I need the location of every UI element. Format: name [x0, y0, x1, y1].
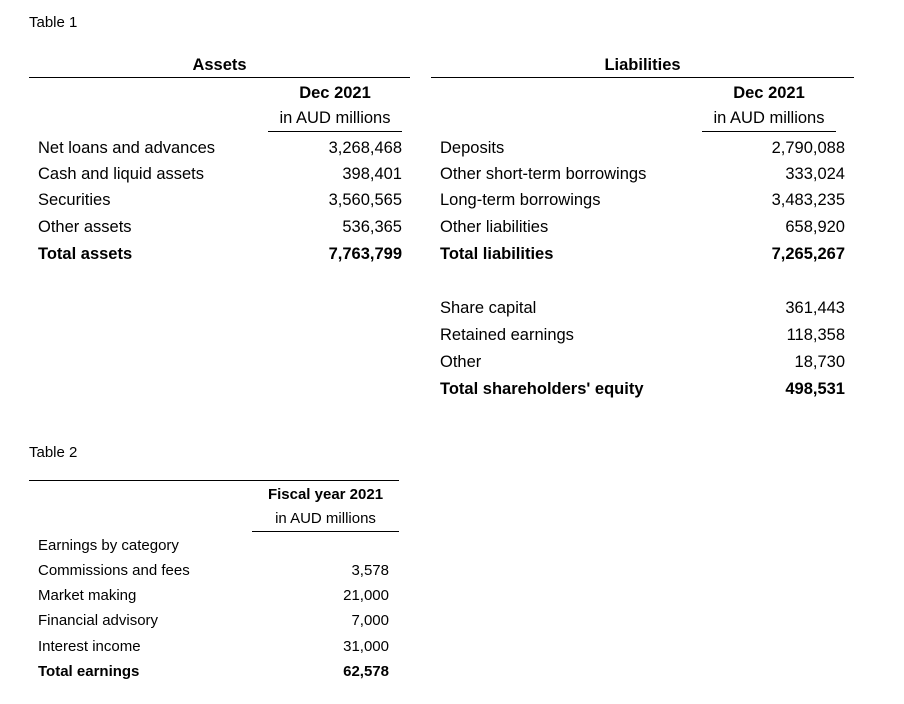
table2-row-value: 21,000 [343, 587, 389, 604]
equity-total-value: 498,531 [785, 380, 845, 398]
table2-row-value: 3,578 [351, 562, 389, 579]
table2-row-value: 31,000 [343, 638, 389, 655]
assets-col-header: Dec 2021 [299, 84, 371, 102]
table2-row-label: Interest income [38, 638, 141, 655]
liabilities-row-value: 2,790,088 [771, 139, 845, 157]
assets-row-label: Cash and liquid assets [38, 165, 205, 183]
table2-total-value: 62,578 [343, 663, 389, 680]
liabilities-row-label: Other short-term borrowings [440, 165, 647, 183]
liabilities-col-unit: in AUD millions [713, 109, 825, 127]
assets-row-value: 536,365 [342, 218, 402, 236]
assets-total-value: 7,763,799 [328, 245, 402, 263]
table2-col-header: Fiscal year 2021 [267, 486, 384, 503]
assets-row-label: Net loans and advances [38, 139, 216, 157]
assets-total-label: Total assets [38, 245, 133, 263]
assets-top-rule [29, 77, 410, 78]
assets-header: Assets [192, 56, 247, 74]
equity-total-label: Total shareholders' equity [440, 380, 644, 398]
table2-col-unit: in AUD millions [275, 510, 376, 527]
table2-caption: Table 2 [29, 444, 78, 461]
table2-total-label: Total earnings [38, 663, 140, 680]
table2-row-value: 7,000 [351, 612, 389, 629]
liabilities-row-label: Long-term borrowings [440, 191, 601, 209]
table2-top-rule [29, 480, 399, 481]
assets-col-rule [268, 131, 402, 132]
liabilities-row-value: 333,024 [785, 165, 845, 183]
table1-caption: Table 1 [29, 14, 78, 31]
liabilities-row-label: Deposits [440, 139, 505, 157]
table2-row-label: Market making [38, 587, 137, 604]
liabilities-row-label: Other liabilities [440, 218, 549, 236]
liabilities-row-value: 658,920 [785, 218, 845, 236]
assets-row-value: 398,401 [342, 165, 402, 183]
assets-row-value: 3,560,565 [328, 191, 402, 209]
assets-row-label: Securities [38, 191, 111, 209]
equity-row-value: 361,443 [785, 299, 845, 317]
table2-section-label: Earnings by category [38, 537, 179, 554]
table2-row-label: Financial advisory [38, 612, 159, 629]
liabilities-col-rule [702, 131, 836, 132]
liabilities-col-header: Dec 2021 [733, 84, 805, 102]
equity-row-label: Retained earnings [440, 326, 574, 344]
table2-row-label: Commissions and fees [38, 562, 190, 579]
equity-row-label: Other [440, 353, 482, 371]
liabilities-total-label: Total liabilities [440, 245, 554, 263]
liabilities-header: Liabilities [604, 56, 681, 74]
liabilities-top-rule [431, 77, 854, 78]
equity-row-value: 118,358 [786, 326, 845, 344]
liabilities-row-value: 3,483,235 [771, 191, 845, 209]
assets-col-unit: in AUD millions [279, 109, 391, 127]
assets-row-value: 3,268,468 [328, 139, 402, 157]
table2-col-rule [252, 531, 399, 532]
equity-row-value: 18,730 [794, 353, 845, 371]
equity-row-label: Share capital [440, 299, 537, 317]
liabilities-total-value: 7,265,267 [771, 245, 845, 263]
assets-row-label: Other assets [38, 218, 132, 236]
